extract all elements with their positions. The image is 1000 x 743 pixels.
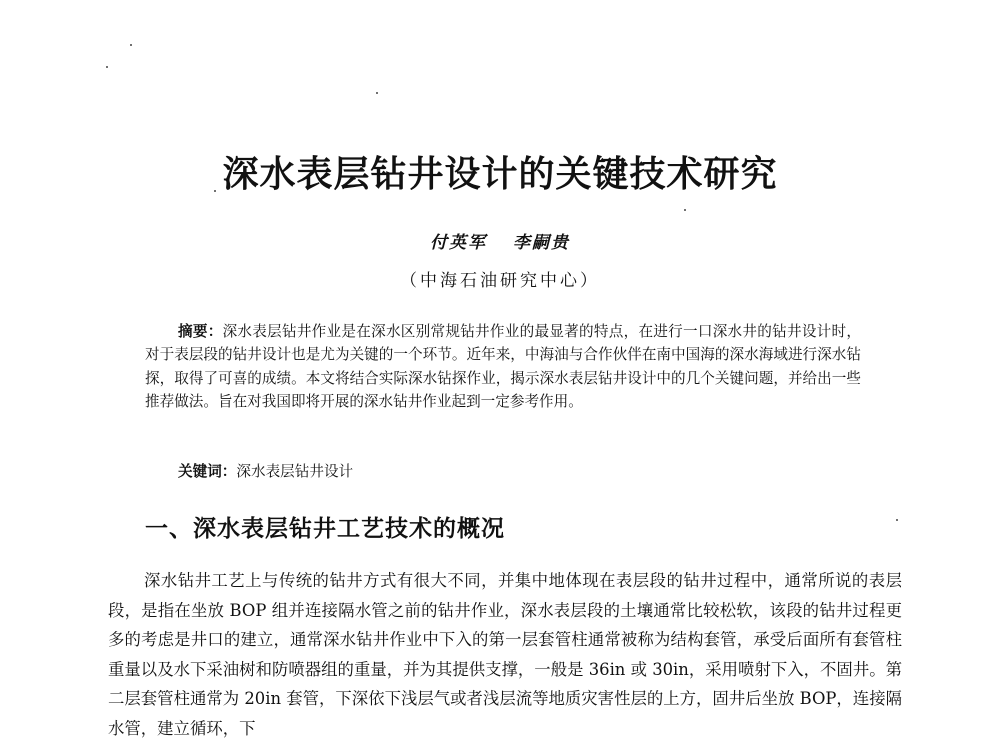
- scan-speck: [106, 66, 108, 68]
- abstract-label: 摘要：: [178, 323, 223, 340]
- abstract-text: 深水表层钻井作业是在深水区别常规钻井作业的最显著的特点，在进行一口深水井的钻井设计时，对于表层段的钻井设计也是尤为关键的一个环节。近年来，中海油与合作伙伴在南中国海的深水海域进行深水钻探，取得了可喜的成绩。本文将结合实际深水钻探作业，揭示深水表层钻井设计中的几个关键问题，并给出一些推荐做法。旨在对我国即将开展的深水钻井作业起到一定参考作用。: [145, 323, 861, 410]
- affiliation: （中海石油研究中心）: [400, 271, 600, 291]
- scan-speck: [376, 92, 378, 94]
- abstract: [145, 320, 861, 413]
- scan-speck: [684, 209, 686, 211]
- keywords: [178, 460, 858, 483]
- paper-title: 深水表层钻井设计的关键技术研究: [222, 153, 778, 195]
- body-paragraph: 深水钻井工艺上与传统的钻井方式有很大不同，并集中地体现在表层段的钻井过程中，通常所说的表层段，是指在坐放 BOP 组并连接隔水管之前的钻井作业，深水表层段的土壤通常比较松软，该段的钻井过程更多的考虑是井口的建立，通常深水钻井作业中下入的第一层套管柱通常被称为结构套管，承受后面所有套管柱重量以及水下采油树和防喷器组的重量，并为其提供支撑，一般是 36in 或 30in，采用喷射下入，不固井。第二层套管柱通常为 20in 套管，下深依下浅层气或者浅层流等地质灾害性层的上方，固井后坐放 BOP，连接隔水管，建立循环，下: [108, 571, 902, 738]
- keywords-label: 关键词：: [178, 463, 237, 480]
- author-name: 李嗣贵: [513, 233, 570, 253]
- author-list: [0, 228, 1000, 253]
- keywords-text: 深水表层钻井设计: [236, 463, 354, 480]
- scan-speck: [130, 44, 132, 46]
- author-name: 付英军: [430, 233, 487, 253]
- section-heading: 一、深水表层钻井工艺技术的概况: [145, 516, 505, 542]
- scan-speck: [896, 519, 898, 521]
